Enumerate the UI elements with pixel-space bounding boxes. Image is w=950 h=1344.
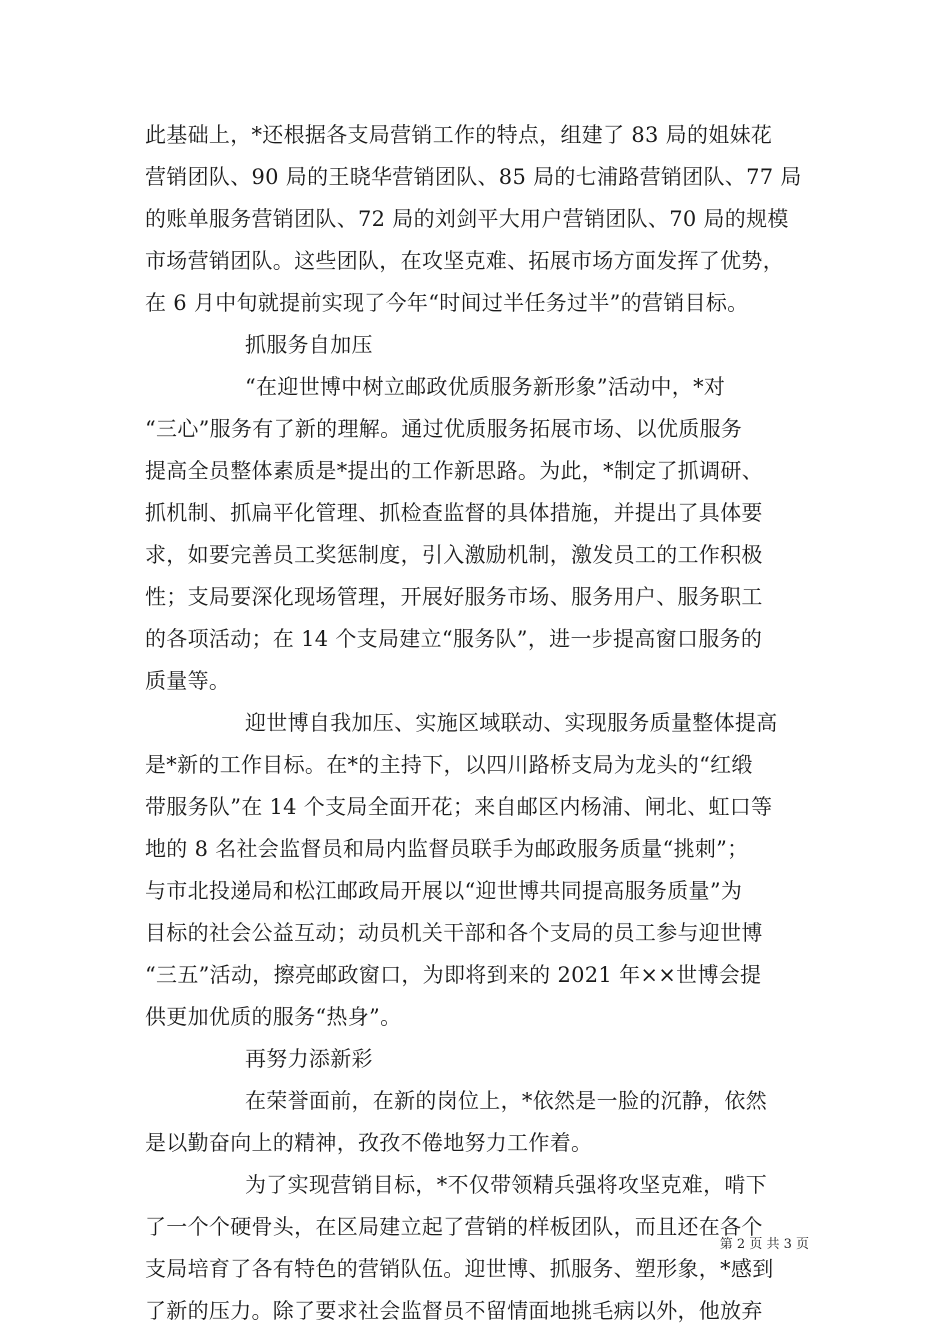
text-line: 供更加优质的服务“热身”。 <box>145 1005 402 1029</box>
text-line: 营销团队、90 局的王晓华营销团队、85 局的七浦路营销团队、77 局 <box>145 165 802 189</box>
text-line: “三五”活动，擦亮邮政窗口，为即将到来的 2021 年××世博会提 <box>145 963 762 987</box>
text-line: 市场营销团队。这些团队，在攻坚克难、拓展市场方面发挥了优势， <box>145 249 784 273</box>
text-line: “三心”服务有了新的理解。通过优质服务拓展市场、以优质服务 <box>145 417 743 441</box>
text-line: 是*新的工作目标。在*的主持下，以四川路桥支局为龙头的“红缎 <box>145 753 753 777</box>
text-line: 带服务队”在 14 个支局全面开花；来自邮区内杨浦、闸北、虹口等 <box>145 795 773 819</box>
text-line: 在 6 月中旬就提前实现了今年“时间过半任务过半”的营销目标。 <box>145 291 749 315</box>
section-heading: 抓服务自加压 <box>245 333 373 357</box>
text-line: 性；支局要深化现场管理，开展好服务市场、服务用户、服务职工 <box>145 585 763 609</box>
page-footer: 第 2 页 共 3 页 <box>719 1237 809 1252</box>
section-heading: 再努力添新彩 <box>245 1047 373 1071</box>
text-line: 支局培育了各有特色的营销队伍。迎世博、抓服务、塑形象，*感到 <box>145 1257 774 1281</box>
text-line: 抓机制、抓扁平化管理、抓检查监督的具体措施，并提出了具体要 <box>145 501 763 525</box>
text-line: 求，如要完善员工奖惩制度，引入激励机制，激发员工的工作积极 <box>145 543 763 567</box>
text-line: 了新的压力。除了要求社会监督员不留情面地挑毛病以外，他放弃 <box>145 1299 763 1323</box>
text-line: “在迎世博中树立邮政优质服务新形象”活动中，*对 <box>245 375 726 399</box>
text-line: 是以勤奋向上的精神，孜孜不倦地努力工作着。 <box>145 1131 593 1155</box>
text-line: 迎世博自我加压、实施区域联动、实现服务质量整体提高 <box>245 711 778 735</box>
text-line: 了一个个硬骨头，在区局建立起了营销的样板团队，而且还在各个 <box>145 1215 763 1239</box>
text-line: 此基础上，*还根据各支局营销工作的特点，组建了 83 局的姐妹花 <box>145 123 773 147</box>
text-line: 目标的社会公益互动；动员机关干部和各个支局的员工参与迎世博 <box>145 921 763 945</box>
text-line: 在荣誉面前，在新的岗位上，*依然是一脸的沉静，依然 <box>245 1089 767 1113</box>
text-line: 质量等。 <box>145 669 231 693</box>
text-line: 地的 8 名社会监督员和局内监督员联手为邮政服务质量“挑刺”； <box>145 837 749 861</box>
text-line: 的账单服务营销团队、72 局的刘剑平大用户营销团队、70 局的规模 <box>145 207 789 231</box>
text-line: 为了实现营销目标，*不仅带领精兵强将攻坚克难，啃下 <box>245 1173 767 1197</box>
text-line: 提高全员整体素质是*提出的工作新思路。为此，*制定了抓调研、 <box>145 459 763 483</box>
text-line: 与市北投递局和松江邮政局开展以“迎世博共同提高服务质量”为 <box>145 879 743 903</box>
text-line: 的各项活动；在 14 个支局建立“服务队”，进一步提高窗口服务的 <box>145 627 763 651</box>
